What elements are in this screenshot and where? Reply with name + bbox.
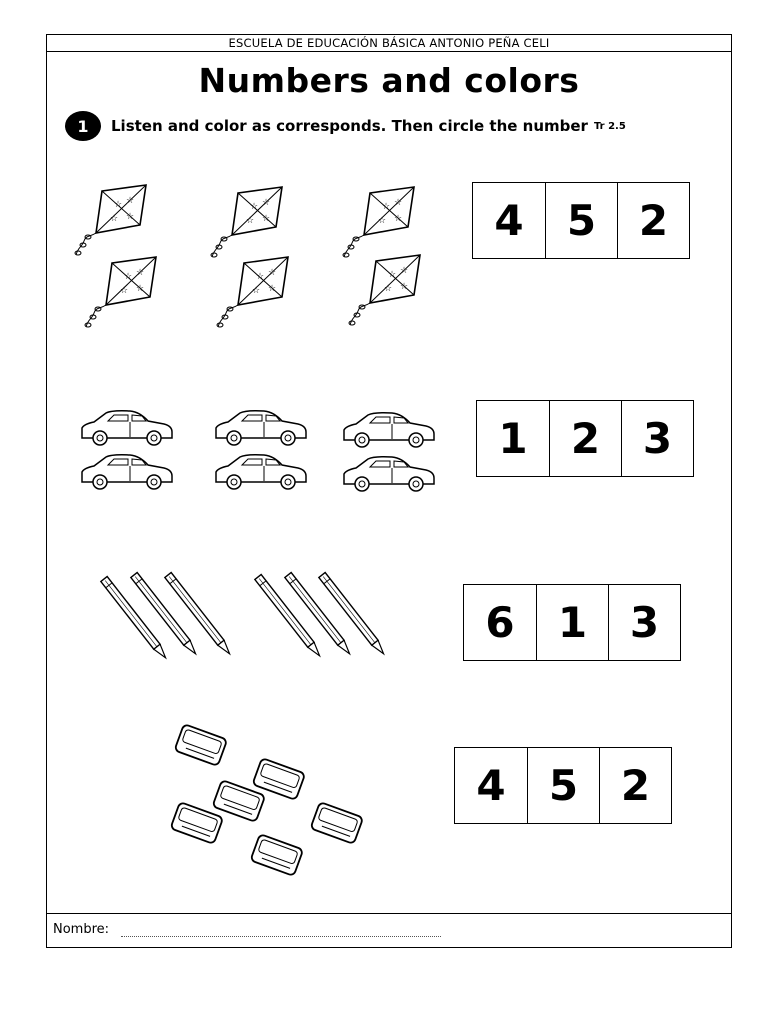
- car-icon: [82, 411, 172, 445]
- number-options-4: [454, 747, 672, 824]
- instruction: [65, 111, 626, 141]
- instruction-number-badge: 1: [65, 111, 101, 141]
- kite-icon: [211, 187, 282, 257]
- eraser-icon: [174, 724, 227, 766]
- number-option[interactable]: 4: [494, 196, 524, 245]
- car-icon: [82, 455, 172, 489]
- number-option[interactable]: 3: [608, 585, 680, 660]
- eraser-icon: [250, 834, 303, 876]
- car-icon: [216, 455, 306, 489]
- footer: [47, 913, 731, 947]
- number-option[interactable]: 1: [536, 585, 608, 660]
- track-label: Tr 2.5: [593, 120, 626, 132]
- car-icon: [344, 413, 434, 447]
- number-options-1: [472, 182, 690, 259]
- name-label: Nombre:: [53, 922, 110, 937]
- cars-group: [78, 408, 448, 498]
- number-option[interactable]: 5: [545, 183, 617, 258]
- number-option[interactable]: 6: [485, 598, 515, 647]
- pencil-icon: [319, 573, 387, 657]
- number-option[interactable]: 3: [621, 401, 693, 476]
- kites-group: [70, 185, 450, 335]
- number-option[interactable]: 1: [498, 414, 528, 463]
- number-options-3: [463, 584, 681, 661]
- kite-icon: [343, 187, 414, 257]
- car-icon: [344, 457, 434, 491]
- pencil-icon: [255, 575, 323, 659]
- kite-icon: [217, 257, 288, 327]
- erasers-group: [170, 722, 390, 892]
- pencils-group: [100, 575, 400, 665]
- pencil-icon: [131, 573, 199, 657]
- kite-icon: [349, 255, 420, 325]
- number-option[interactable]: 2: [599, 748, 671, 823]
- number-option[interactable]: 2: [549, 401, 621, 476]
- school-header: ESCUELA DE EDUCACIÓN BÁSICA ANTONIO PEÑA CELI: [47, 35, 731, 52]
- number-option[interactable]: 5: [527, 748, 599, 823]
- instruction-text: Listen and color as corresponds. Then circle the number: [111, 117, 588, 135]
- eraser-icon: [310, 802, 363, 844]
- page-title: Numbers and colors: [198, 61, 580, 100]
- number-option[interactable]: 4: [476, 761, 506, 810]
- eraser-icon: [170, 802, 223, 844]
- pencil-icon: [165, 573, 233, 657]
- pencil-icon: [101, 577, 169, 661]
- car-icon: [216, 411, 306, 445]
- pencil-icon: [285, 573, 353, 657]
- name-field[interactable]: [121, 936, 441, 937]
- kite-icon: [85, 257, 156, 327]
- kite-icon: [75, 185, 146, 255]
- number-option[interactable]: 2: [617, 183, 689, 258]
- number-options-2: [476, 400, 694, 477]
